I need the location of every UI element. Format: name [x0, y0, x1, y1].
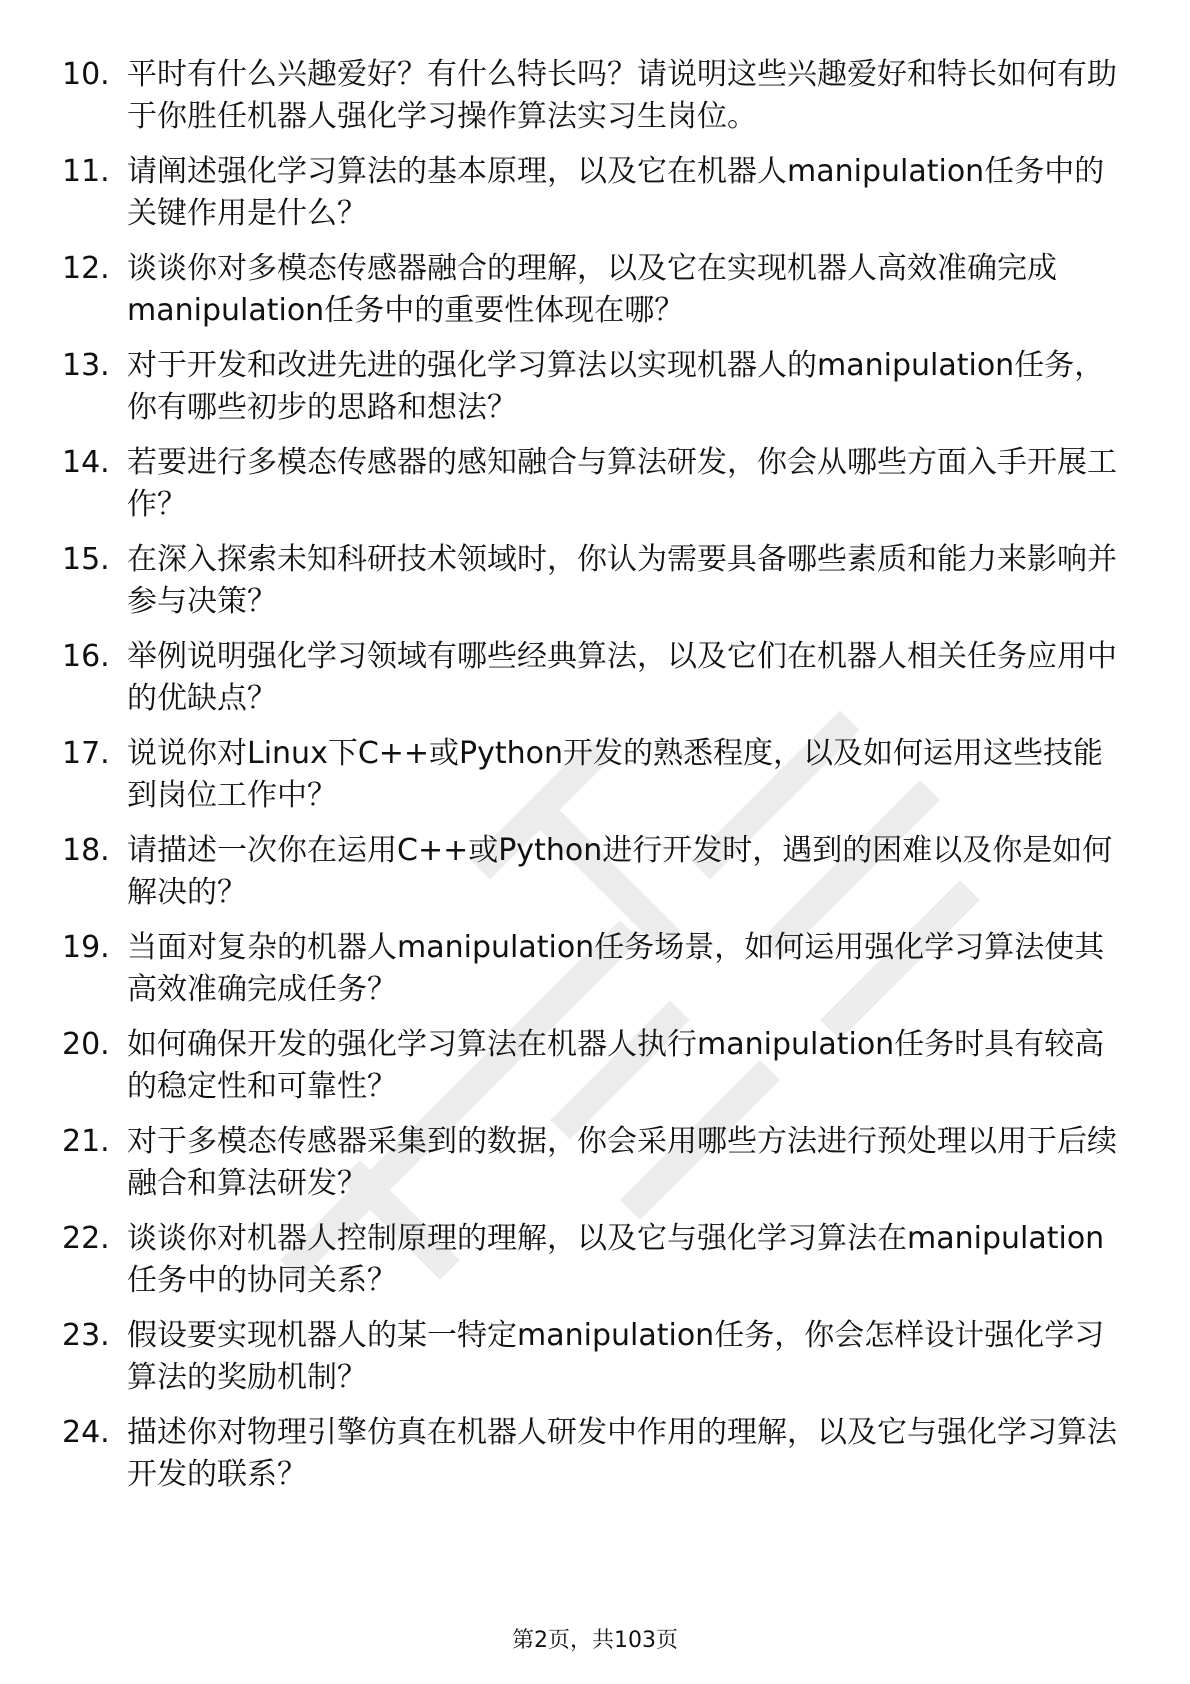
question-text: 请阐述强化学习算法的基本原理，以及它在机器人manipulation任务中的关键作用是什么？: [127, 154, 1105, 231]
question-text: 谈谈你对多模态传感器融合的理解，以及它在实现机器人高效准确完成manipulation任务中的重要性体现在哪？: [127, 251, 1057, 328]
question-text: 当面对复杂的机器人manipulation任务场景，如何运用强化学习算法使其高效准确完成任务？: [127, 930, 1105, 1007]
question-text: 如何确保开发的强化学习算法在机器人执行manipulation任务时具有较高的稳定性和可靠性？: [127, 1027, 1105, 1104]
question-item: [62, 1024, 1132, 1108]
question-text: 假设要实现机器人的某一特定manipulation任务，你会怎样设计强化学习算法的奖励机制？: [127, 1318, 1105, 1395]
question-text: 平时有什么兴趣爱好？有什么特长吗？请说明这些兴趣爱好和特长如何有助于你胜任机器人强化学习操作算法实习生岗位。: [127, 57, 1117, 134]
question-number: 23.: [62, 1318, 110, 1353]
question-number: 20.: [62, 1027, 110, 1062]
question-number: 16.: [62, 639, 110, 674]
question-number: 10.: [62, 57, 110, 92]
question-number: 19.: [62, 930, 110, 965]
question-text: 若要进行多模态传感器的感知融合与算法研发，你会从哪些方面入手开展工作？: [127, 445, 1117, 522]
question-item: [62, 539, 1132, 623]
question-number: 22.: [62, 1221, 110, 1256]
question-text: 举例说明强化学习领域有哪些经典算法，以及它们在机器人相关任务应用中的优缺点？: [127, 639, 1117, 716]
question-number: 13.: [62, 348, 110, 383]
question-item: [62, 1412, 1132, 1496]
question-list: [62, 54, 1132, 1509]
question-text: 说说你对Linux下C++或Python开发的熟悉程度，以及如何运用这些技能到岗位工作中？: [127, 736, 1104, 813]
question-item: [62, 151, 1132, 235]
question-number: 18.: [62, 833, 110, 868]
question-item: [62, 248, 1132, 332]
question-number: 24.: [62, 1415, 110, 1450]
question-text: 请描述一次你在运用C++或Python进行开发时，遇到的困难以及你是如何解决的？: [127, 833, 1113, 910]
question-item: [62, 733, 1132, 817]
question-item: [62, 1315, 1132, 1399]
question-number: 11.: [62, 154, 110, 189]
question-item: [62, 442, 1132, 526]
question-number: 12.: [62, 251, 110, 286]
question-item: [62, 636, 1132, 720]
question-text: 对于多模态传感器采集到的数据，你会采用哪些方法进行预处理以用于后续融合和算法研发？: [127, 1124, 1117, 1201]
question-text: 谈谈你对机器人控制原理的理解，以及它与强化学习算法在manipulation任务中的协同关系？: [127, 1221, 1105, 1298]
question-number: 17.: [62, 736, 110, 771]
question-item: [62, 927, 1132, 1011]
question-item: [62, 830, 1132, 914]
question-item: [62, 345, 1132, 429]
question-number: 14.: [62, 445, 110, 480]
page-footer: 第2页，共103页: [512, 1628, 678, 1653]
question-number: 15.: [62, 542, 110, 577]
question-text: 在深入探索未知科研技术领域时，你认为需要具备哪些素质和能力来影响并参与决策？: [127, 542, 1117, 619]
question-item: [62, 54, 1132, 138]
question-item: [62, 1218, 1132, 1302]
question-text: 描述你对物理引擎仿真在机器人研发中作用的理解，以及它与强化学习算法开发的联系？: [127, 1415, 1117, 1492]
question-item: [62, 1121, 1132, 1205]
question-number: 21.: [62, 1124, 110, 1159]
question-text: 对于开发和改进先进的强化学习算法以实现机器人的manipulation任务，你有哪些初步的思路和想法？: [127, 348, 1105, 425]
